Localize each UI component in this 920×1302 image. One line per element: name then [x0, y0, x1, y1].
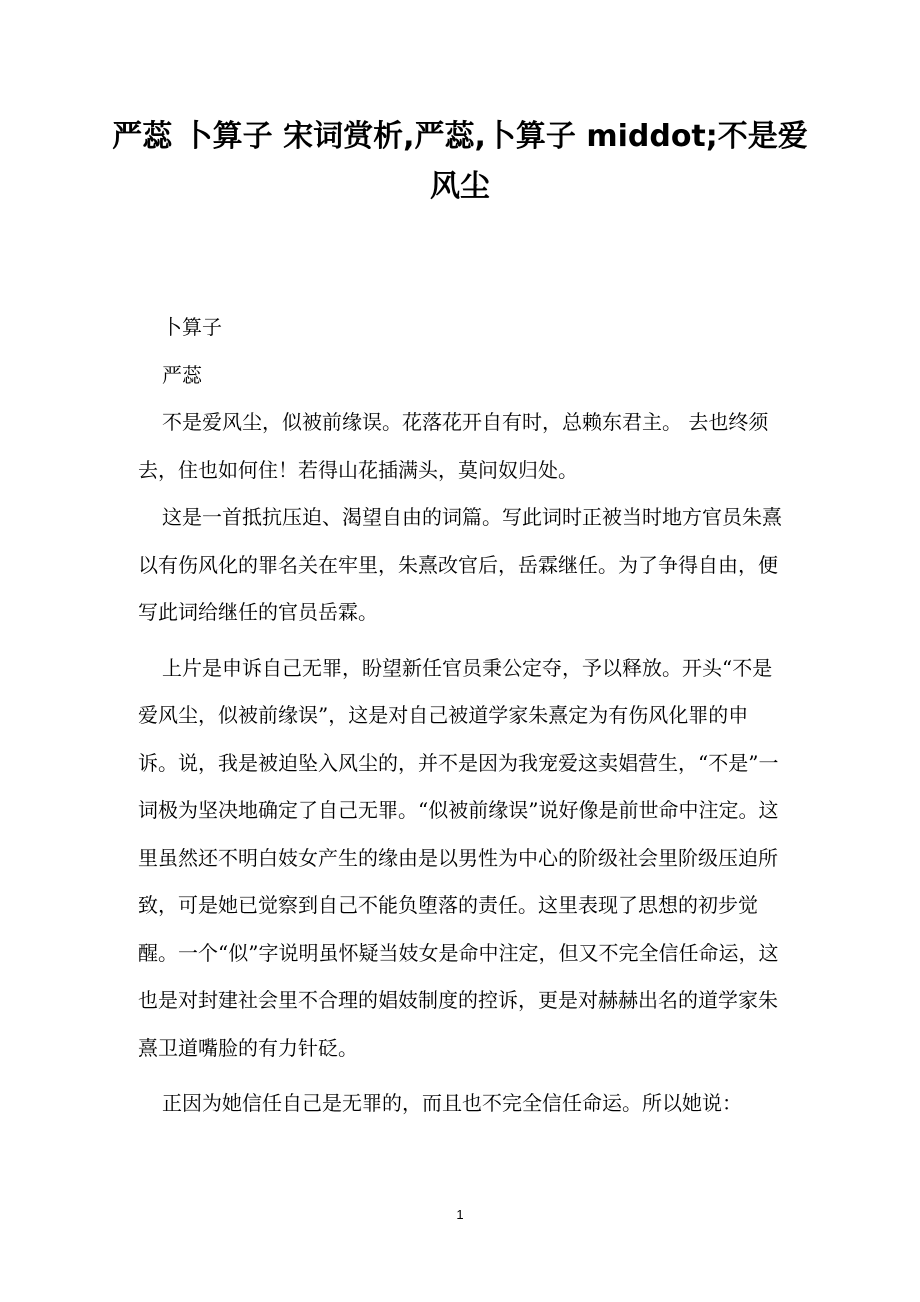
paragraph-background: 这是一首抵抗压迫、渴望自由的词篇。写此词时正被当时地方官员朱熹以有伤风化的罪名关在牢里，朱熹改官后，岳霖继任。为了争得自由，便写此词给继任的官员岳霖。: [138, 505, 782, 624]
document-title: 严蕊 卜算子 宋词赏析,严蕊,卜算子 middot;不是爱风尘: [112, 119, 808, 204]
paragraph-analysis: 上片是申诉自己无罪，盼望新任官员秉公定夺，予以释放。开头“不是爱风尘，似被前缘误”，这是对自己被道学家朱熹定为有伤风化罪的申诉。说，我是被迫坠入风尘的，并不是因为我宠爱这卖娼营生，“不是”一词极为坚决地确定了自己无罪。“似被前缘误”说好像是前世命中注定。这里虽然还不明白妓女产生的缘由是以男性为中心的阶级社会里阶级压迫所致，可是她已觉察到自己不能负堕落的责任。这里表现了思想的初步觉醒。一个“似”字说明虽怀疑当妓女是命中注定，但又不完全信任命运，这也是对封建社会里不合理的娼妓制度的控诉，更是对赫赫出名的道学家朱熹卫道嘴脸的有力针砭。: [138, 655, 779, 1060]
paragraph-poem-title: 卜算子: [162, 315, 222, 339]
paragraph-continuation: 正因为她信任自己是无罪的，而且也不完全信任命运。所以她说：: [162, 1091, 742, 1115]
document-body: [138, 304, 784, 1128]
paragraph-poem-text: 不是爱风尘，似被前缘误。花落花开自有时，总赖东君主。 去也终须去，住也如何住！若得山花插满头，莫问奴归处。: [138, 410, 769, 482]
paragraph-author: 严蕊: [162, 362, 202, 387]
page-number: 1: [456, 1207, 464, 1222]
